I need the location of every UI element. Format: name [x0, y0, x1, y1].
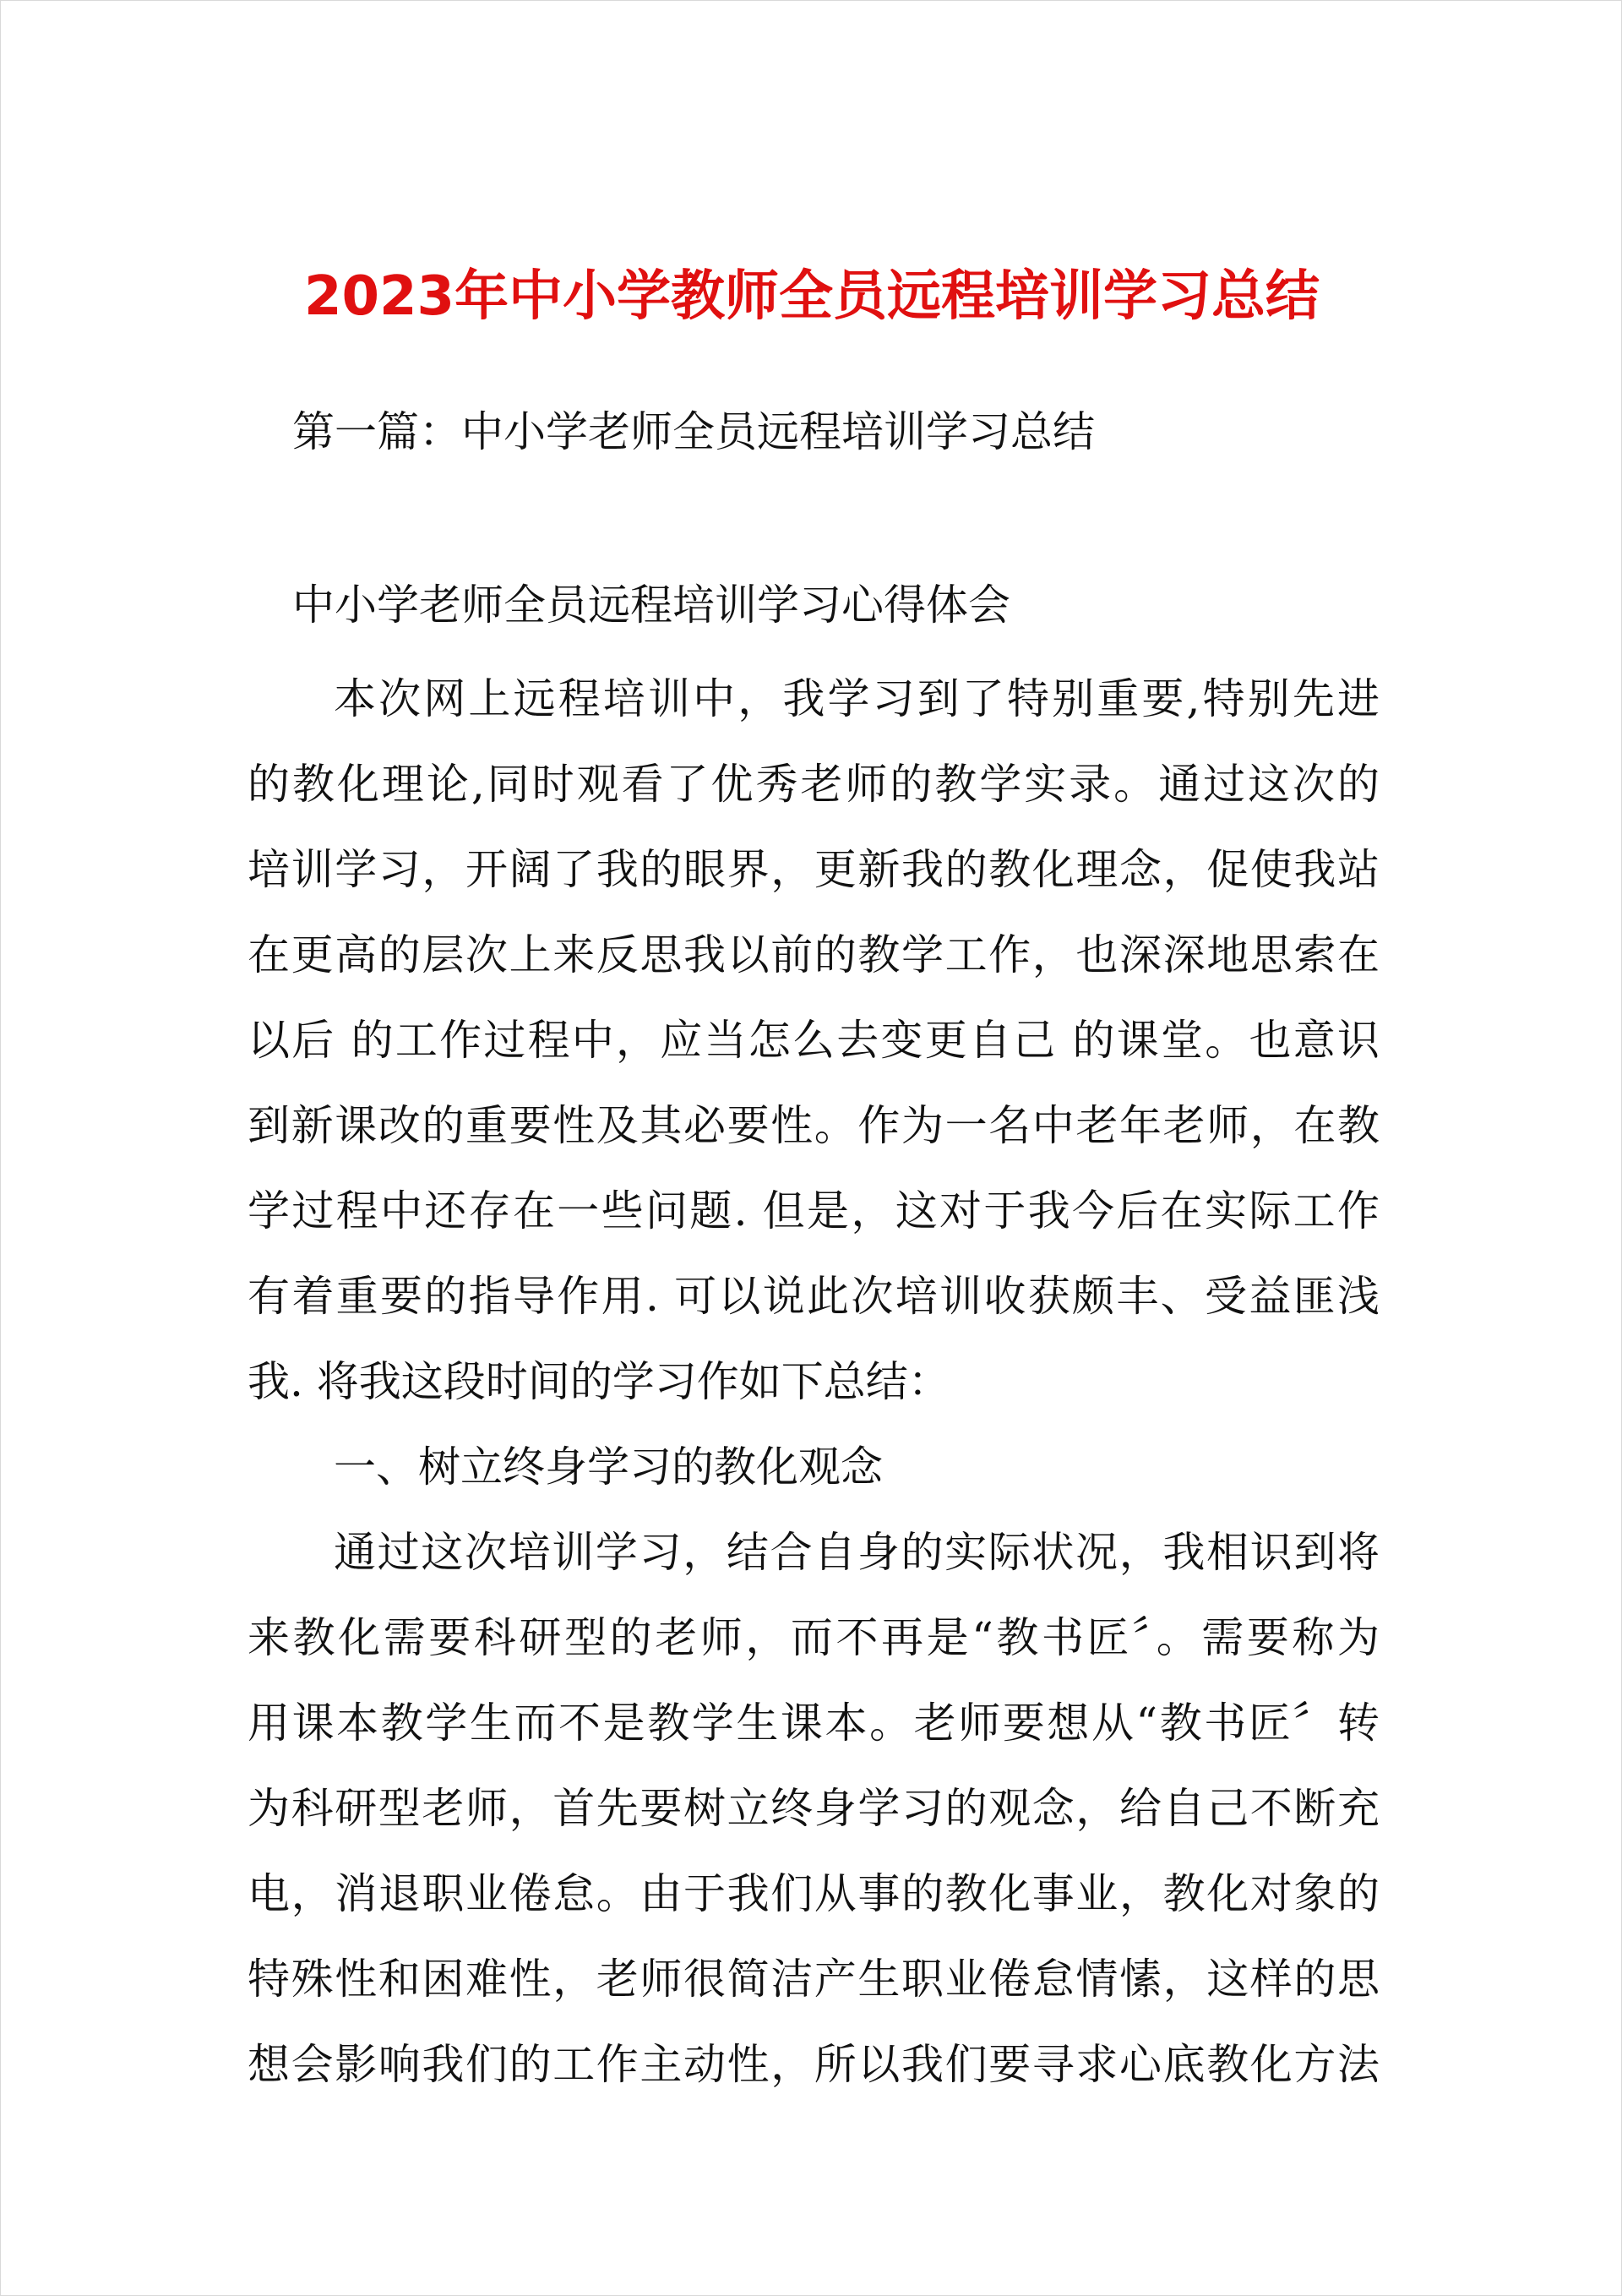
document-body — [248, 657, 1380, 2108]
body-line: 特殊性和困难性，老师很简洁产生职业倦怠情愫，这样的思 — [248, 1955, 1380, 2004]
document-title: 2023年中小学教师全员远程培训学习总结 — [303, 265, 1320, 328]
body-line: 想会影响我们的工作主动性，所以我们要寻求心底教化方法 — [248, 2040, 1380, 2089]
body-line: 有着重要的指导作用. 可以说此次培训收获颇丰、受益匪浅 — [248, 1272, 1380, 1321]
body-line: 我. 将我这段时间的学习作如下总结： — [248, 1357, 950, 1406]
document-subtitle: 第一篇：中小学老师全员远程培训学习总结 — [292, 407, 1095, 456]
body-line: 以后 的工作过程中，应当怎么去变更自己 的课堂。也意识 — [248, 1016, 1380, 1065]
body-line: 通过这次培训学习，结合自身的实际状况，我相识到将 — [334, 1528, 1380, 1577]
section-heading: 中小学老师全员远程培训学习心得体会 — [292, 581, 1010, 630]
subsection-heading: 一、树立终身学习的教化观念 — [334, 1442, 883, 1492]
body-line: 电，消退职业倦怠。由于我们从事的教化事业，教化对象的 — [248, 1869, 1380, 1918]
body-line: 本次网上远程培训中，我学习到了特别重要,特别先进 — [334, 674, 1380, 723]
body-line: 来教化需要科研型的老师，而不再是“教书匠〞。需要称为 — [248, 1613, 1380, 1662]
body-line: 在更高的层次上来反思我以前的教学工作，也深深地思索在 — [248, 930, 1380, 979]
body-line: 用课本教学生而不是教学生课本。老师要想从“教书匠〞转 — [248, 1699, 1380, 1748]
body-line: 学过程中还存在一些问题. 但是，这对于我今后在实际工作 — [248, 1186, 1380, 1235]
body-line: 到新课改的重要性及其必要性。作为一名中老年老师，在教 — [248, 1101, 1380, 1150]
body-line: 培训学习，开阔了我的眼界，更新我的教化理念，促使我站 — [248, 845, 1380, 894]
body-line: 为科研型老师，首先要树立终身学习的观念，给自己不断充 — [248, 1784, 1380, 1833]
body-line: 的教化理论,同时观看了优秀老师的教学实录。通过这次的 — [248, 760, 1380, 809]
